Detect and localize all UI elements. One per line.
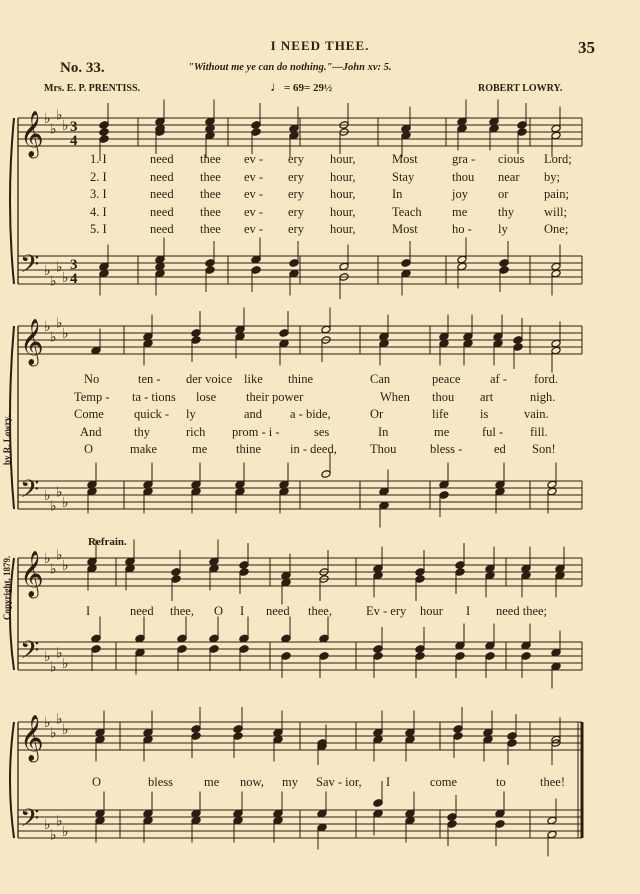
verse-lyric: lose [196, 389, 217, 404]
verse-lyric: need [150, 187, 174, 201]
time-signature: 3 [70, 257, 78, 273]
flat-icon: ♭ [44, 551, 51, 567]
verse-lyric: need [150, 152, 174, 166]
verse-lyric: me [452, 204, 468, 219]
verse-lyric: rich [186, 424, 206, 439]
refrain-lyric: need thee; [496, 604, 548, 618]
verse-lyric: ev - [244, 187, 264, 201]
flat-icon: ♭ [62, 270, 69, 286]
verse-lyric: 2. I [90, 169, 107, 184]
verse-lyric: No [84, 372, 100, 386]
verse-lyric: will; [544, 204, 567, 219]
verse-lyric: thine [236, 442, 261, 456]
flat-icon: ♭ [50, 273, 57, 290]
verse-lyric: ed [494, 442, 506, 456]
verse-lyric: thy [498, 204, 514, 219]
refrain-lyric: to [496, 775, 506, 789]
flat-icon: ♭ [56, 813, 63, 830]
verse-lyric: hour, [330, 204, 356, 219]
verse-lyric: fill. [530, 424, 548, 439]
verse-lyric: me [434, 424, 450, 439]
page-number: 35 [578, 38, 595, 57]
side-composer-credit: by R. Lowry. [2, 414, 12, 465]
refrain-lyric: I [240, 604, 245, 618]
verse-lyric: ful - [482, 424, 504, 439]
treble-clef-icon: 𝄞 [20, 319, 44, 365]
verse-lyric: need [150, 204, 174, 219]
note-head [99, 128, 109, 137]
refrain-lyric: thee, [308, 604, 332, 618]
verse-lyric: nigh. [530, 389, 556, 404]
verse-lyric: hour, [330, 222, 356, 236]
refrain-lyric: me [204, 775, 220, 789]
refrain-lyric: I [466, 604, 471, 618]
verse-lyric: life [432, 407, 449, 421]
refrain-lyric: my [282, 775, 298, 789]
verse-lyric: thy [134, 424, 150, 439]
refrain-lyric: now, [240, 775, 264, 789]
system-brace [10, 326, 14, 509]
refrain-lyric: I [86, 604, 91, 618]
verse-lyric: Thou [370, 442, 397, 456]
flat-icon: ♭ [56, 711, 63, 728]
verse-lyric: In [392, 187, 403, 201]
refrain-lyric: O [214, 604, 224, 618]
verse-lyric: vain. [524, 407, 549, 421]
verse-lyric: hour, [330, 187, 356, 201]
refrain-lyric: Sav - ior, [316, 775, 362, 789]
verse-lyric: When [380, 389, 410, 404]
verse-lyric: hour, [330, 169, 356, 184]
flat-icon: ♭ [56, 484, 63, 501]
verse-lyric: 1. I [90, 152, 107, 166]
flat-icon: ♭ [44, 817, 51, 833]
flat-icon: ♭ [44, 319, 51, 335]
verse-lyric: thee [200, 169, 221, 184]
flat-icon: ♭ [62, 495, 69, 511]
verse-lyric: 4. I [90, 204, 107, 219]
flat-icon: ♭ [50, 329, 57, 346]
verse-lyric: ly [498, 222, 508, 236]
verse-lyric: ery [288, 222, 304, 236]
verse-lyric: Most [392, 222, 418, 236]
verse-lyric: 3. I [90, 187, 107, 201]
refrain-lyric: I [386, 775, 391, 789]
treble-clef-icon: 𝄞 [20, 715, 44, 761]
verse-lyric: ford. [534, 372, 558, 386]
refrain-label: Refrain. [88, 536, 127, 548]
lyricist-credit: Mrs. E. P. PRENTISS. [44, 83, 141, 94]
verse-lyric: ery [288, 152, 304, 166]
verse-lyric: their power [246, 389, 304, 404]
verse-lyric: near [498, 169, 520, 184]
verse-lyric: In [378, 424, 389, 439]
flat-icon: ♭ [44, 263, 51, 279]
verse-lyric: thou [432, 389, 455, 404]
flat-icon: ♭ [50, 121, 57, 138]
flat-icon: ♭ [62, 326, 69, 342]
verse-lyric: der voice [186, 372, 233, 386]
flat-icon: ♭ [56, 107, 63, 124]
verse-lyric: ev - [244, 152, 264, 166]
refrain-lyric: come [430, 775, 458, 789]
flat-icon: ♭ [56, 315, 63, 332]
verse-lyric: joy [452, 187, 468, 201]
verse-lyric: Teach [392, 204, 422, 219]
flat-icon: ♭ [44, 111, 51, 127]
verse-lyric: thou [452, 169, 475, 184]
flat-icon: ♭ [56, 259, 63, 276]
system-brace [10, 722, 14, 838]
flat-icon: ♭ [62, 656, 69, 672]
verse-lyric: Come [74, 407, 104, 421]
verse-lyric: gra - [452, 152, 476, 166]
scripture-reference: "Without me ye can do nothing."—John xv: 5. [188, 62, 392, 73]
refrain-lyric: O [92, 775, 102, 789]
flat-icon: ♭ [44, 649, 51, 665]
verse-lyric: me [192, 442, 208, 456]
side-copyright: Copyright, 1879. [2, 555, 12, 620]
flat-icon: ♭ [50, 827, 57, 844]
verse-lyric: ses [314, 424, 330, 439]
verse-lyric: thee [200, 204, 221, 219]
flat-icon: ♭ [44, 715, 51, 731]
hymn-title: I NEED THEE. [270, 38, 370, 53]
note-head [205, 124, 215, 133]
flat-icon: ♭ [50, 725, 57, 742]
verse-lyric: ev - [244, 169, 264, 184]
refrain-lyric: thee, [170, 604, 194, 618]
verse-lyric: Can [370, 372, 391, 386]
verse-lyric: Lord; [544, 152, 572, 166]
hymn-number: No. 33. [60, 60, 105, 76]
verse-lyric: 5. I [90, 222, 107, 236]
time-signature: 4 [70, 133, 78, 149]
bass-clef-icon: 𝄢 [20, 636, 40, 671]
verse-lyric: Or [370, 407, 384, 421]
verse-lyric: art [480, 389, 494, 404]
verse-lyric: thee [200, 222, 221, 236]
verse-lyric: ly [186, 407, 196, 421]
note-head [155, 262, 165, 271]
flat-icon: ♭ [50, 659, 57, 676]
verse-lyric: a - bide, [290, 407, 331, 421]
flat-icon: ♭ [50, 498, 57, 515]
verse-lyric: ev - [244, 222, 264, 236]
verse-lyric: ery [288, 204, 304, 219]
bass-clef-icon: 𝄢 [20, 475, 40, 510]
bass-clef-icon: 𝄢 [20, 804, 40, 839]
refrain-lyric: thee! [540, 775, 565, 789]
refrain-lyric: hour [420, 604, 443, 618]
flat-icon: ♭ [50, 561, 57, 578]
system-brace [10, 558, 14, 670]
verse-lyric: and [244, 407, 263, 421]
flat-icon: ♭ [62, 722, 69, 738]
verse-lyric: ery [288, 187, 304, 201]
flat-icon: ♭ [62, 118, 69, 134]
verse-lyric: ho - [452, 222, 472, 236]
verse-lyric: or [498, 187, 509, 201]
quarter-note-icon: ♩ [270, 80, 284, 95]
flat-icon: ♭ [44, 488, 51, 504]
time-signature: 4 [70, 271, 78, 287]
verse-lyric: And [80, 424, 102, 439]
bass-clef-icon: 𝄢 [20, 250, 40, 285]
verse-lyric: bless - [430, 442, 463, 456]
verse-lyric: prom - i - [232, 424, 280, 439]
flat-icon: ♭ [56, 547, 63, 564]
verse-lyric: Stay [392, 169, 415, 184]
verse-lyric: peace [432, 372, 461, 386]
verse-lyric: ten - [138, 372, 161, 386]
verse-lyric: is [480, 407, 489, 421]
verse-lyric: make [130, 442, 158, 456]
flat-icon: ♭ [62, 558, 69, 574]
verse-lyric: thine [288, 372, 313, 386]
verse-lyric: Temp - [74, 389, 110, 404]
verse-lyric: like [244, 372, 263, 386]
verse-lyric: af - [490, 372, 507, 386]
verse-lyric: thee [200, 152, 221, 166]
verse-lyric: Son! [532, 442, 556, 456]
verse-lyric: ta - tions [132, 389, 176, 404]
refrain-lyric: Ev - ery [366, 604, 407, 618]
treble-clef-icon: 𝄞 [20, 111, 44, 157]
verse-lyric: cious [498, 152, 525, 166]
verse-lyric: O [84, 442, 94, 456]
verse-lyric: need [150, 222, 174, 236]
verse-lyric: quick - [134, 407, 170, 421]
verse-lyric: ery [288, 169, 304, 184]
verse-lyric: need [150, 169, 174, 184]
verse-lyric: Most [392, 152, 418, 166]
refrain-lyric: need [266, 604, 290, 618]
verse-lyric: One; [544, 222, 569, 236]
verse-lyric: thee [200, 187, 221, 201]
refrain-lyric: bless [148, 775, 173, 789]
flat-icon: ♭ [56, 645, 63, 662]
treble-clef-icon: 𝄞 [20, 551, 44, 597]
verse-lyric: by; [544, 169, 560, 184]
system-brace [10, 118, 14, 284]
verse-lyric: in - deed, [290, 442, 337, 456]
time-signature: 3 [70, 119, 78, 135]
verse-lyric: hour, [330, 152, 356, 166]
flat-icon: ♭ [62, 824, 69, 840]
composer-credit: ROBERT LOWRY. [478, 83, 563, 94]
verse-lyric: ev - [244, 204, 264, 219]
verse-lyric: pain; [544, 187, 569, 201]
refrain-lyric: need [130, 604, 154, 618]
tempo-marking: ♩= 69= 29½ [270, 80, 333, 95]
